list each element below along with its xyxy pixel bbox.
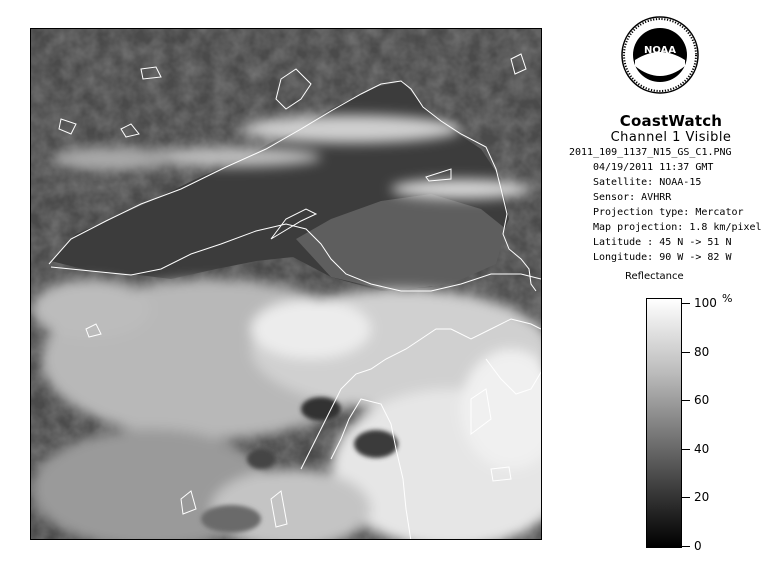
- legend-tick-label: 20: [694, 490, 710, 505]
- filename: 2011_109_1137_N15_GS_C1.PNG: [569, 147, 732, 158]
- acquisition-datetime: 04/19/2011 11:37 GMT: [593, 162, 714, 173]
- legend-tick-mark: [682, 352, 690, 353]
- projection-type: Projection type: Mercator: [593, 207, 744, 218]
- legend-tick-label: 60: [694, 393, 710, 408]
- legend-tick-label: 80: [694, 344, 710, 359]
- noaa-logo: [619, 14, 701, 106]
- satellite-image-svg: [31, 29, 542, 540]
- map-projection: Map projection: 1.8 km/pixel: [593, 222, 762, 233]
- satellite-name: Satellite: NOAA-15: [593, 177, 702, 188]
- product-title: CoastWatch: [619, 112, 723, 130]
- channel-label: Channel 1 Visible: [610, 130, 732, 145]
- legend-tick-mark: [682, 546, 690, 547]
- satellite-image: [30, 28, 542, 540]
- legend-tick-mark: [682, 400, 690, 401]
- legend-tick-label: 0: [694, 539, 702, 553]
- legend-tick-label: 100: [694, 296, 717, 310]
- cloud-mass-south: [31, 279, 542, 540]
- legend-tick-mark: [682, 497, 690, 498]
- reflectance-colorbar: [646, 298, 682, 548]
- legend-unit: %: [722, 292, 733, 305]
- legend-tick-mark: [682, 449, 690, 450]
- legend-tick-label: 40: [694, 441, 710, 456]
- sensor-name: Sensor: AVHRR: [593, 192, 672, 203]
- legend-label: Reflectance: [625, 271, 684, 282]
- logo-noaa-text: NOAA: [643, 45, 677, 56]
- legend-tick-mark: [682, 303, 690, 304]
- latitude-range: Latitude : 45 N -> 51 N: [593, 237, 732, 248]
- longitude-range: Longitude: 90 W -> 82 W: [593, 252, 732, 263]
